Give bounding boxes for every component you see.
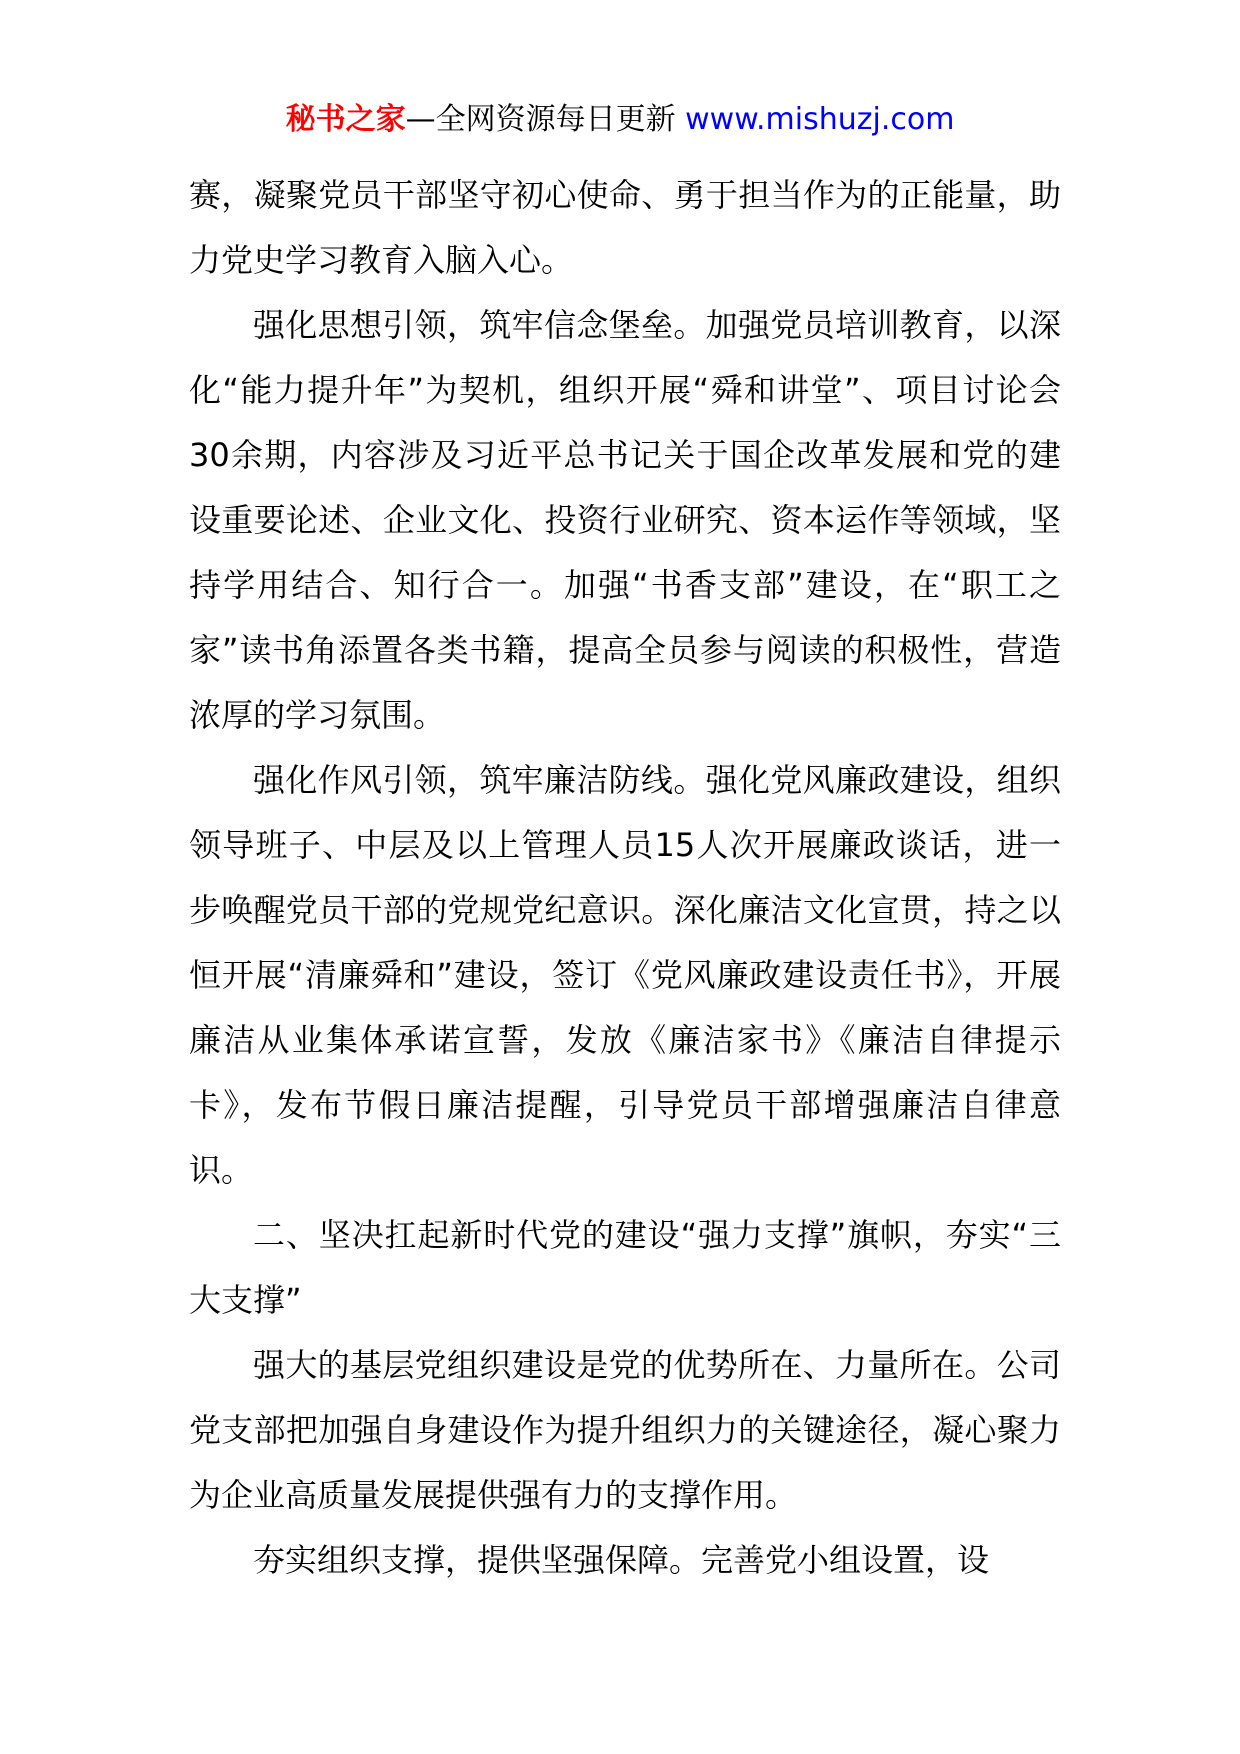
header-slogan: —全网资源每日更新	[405, 102, 676, 137]
brand-name: 秘书之家	[285, 102, 406, 137]
paragraph-continuation: 赛，凝聚党员干部坚守初心使命、勇于担当作为的正能量，助力党史学习教育入脑入心。	[189, 176, 1061, 279]
site-watermark-header	[0, 100, 1240, 140]
site-url: www.mishuzj.com	[685, 102, 955, 137]
section-heading-2: 二、坚决扛起新时代党的建设“强力支撑”旗帜，夯实“三大支撑”	[189, 1216, 1061, 1319]
paragraph-ideological-guidance: 强化思想引领，筑牢信念堡垒。加强党员培训教育，以深化“能力提升年”为契机，组织开展“舜和讲堂”、项目讨论会30余期，内容涉及习近平总书记关于国企改革发展和党的建设重要论述、企业文化、投资行业研究、资本运作等领域，坚持学用结合、知行合一。加强“书香支部”建设，在“职工之家”读书角添置各类书籍，提高全员参与阅读的积极性，营造浓厚的学习氛围。	[189, 306, 1061, 734]
paragraph-organization-support: 夯实组织支撑，提供坚强保障。完善党小组设置，设	[253, 1541, 990, 1579]
paragraph-organization-intro: 强大的基层党组织建设是党的优势所在、力量所在。公司党支部把加强自身建设作为提升组织力的关键途径，凝心聚力为企业高质量发展提供强有力的支撑作用。	[189, 1346, 1061, 1514]
document-body	[189, 163, 1061, 1593]
paragraph-conduct-guidance: 强化作风引领，筑牢廉洁防线。强化党风廉政建设，组织领导班子、中层及以上管理人员15人次开展廉政谈话，进一步唤醒党员干部的党规党纪意识。深化廉洁文化宣贯，持之以恒开展“清廉舜和”建设，签订《党风廉政建设责任书》，开展廉洁从业集体承诺宣誓，发放《廉洁家书》《廉洁自律提示卡》，发布节假日廉洁提醒，引导党员干部增强廉洁自律意识。	[189, 761, 1061, 1189]
